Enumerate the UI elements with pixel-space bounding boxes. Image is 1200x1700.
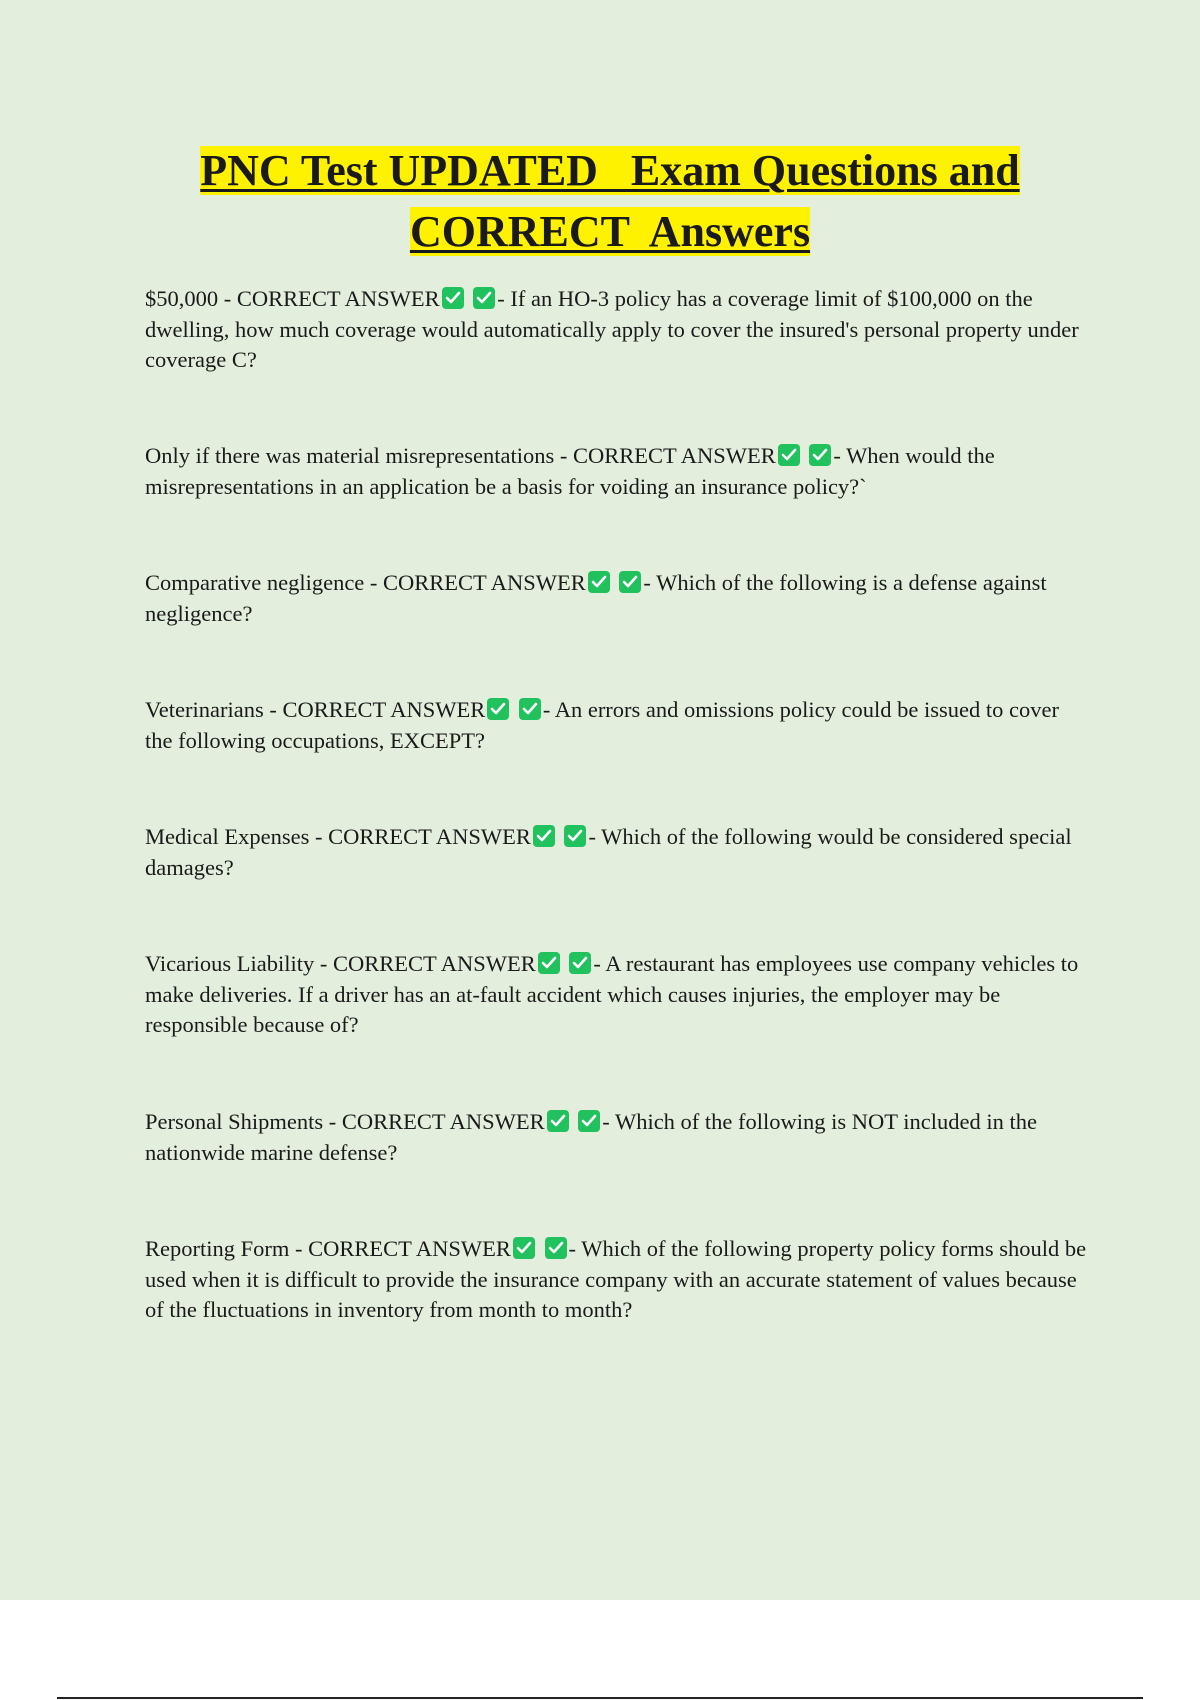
qa-item bbox=[145, 441, 1090, 502]
answer-text: Only if there was material misrepresentations - bbox=[145, 443, 573, 468]
correct-answer-label: CORRECT ANSWER bbox=[332, 951, 536, 976]
check-mark-icon bbox=[442, 287, 464, 309]
correct-answer-label: CORRECT ANSWER bbox=[341, 1109, 545, 1134]
answer-text: Comparative negligence - bbox=[145, 570, 384, 595]
check-mark-icon bbox=[513, 1237, 535, 1259]
title-line-2: CORRECT Answers bbox=[409, 207, 811, 256]
check-mark-icon bbox=[809, 444, 831, 466]
answer-text: Vicarious Liability - bbox=[145, 951, 333, 976]
check-mark-icon bbox=[545, 1237, 567, 1259]
question-text: - Which of the following is NOT included in the nationwide marine defense? bbox=[145, 1109, 1037, 1165]
check-mark-icon bbox=[564, 825, 586, 847]
qa-item bbox=[145, 284, 1090, 376]
check-mark-icon bbox=[533, 825, 555, 847]
question-text: - A restaurant has employees use company vehicles to make deliveries. If a driver has an at-fault accident which causes injuries, the employer may be responsible because of? bbox=[145, 951, 1079, 1037]
qa-item bbox=[145, 949, 1090, 1041]
answer-text: Personal Shipments - bbox=[145, 1109, 342, 1134]
check-mark-icon bbox=[569, 952, 591, 974]
question-text: - Which of the following property policy forms should be used when it is difficult to provide the insurance company with an accurate statement of values because of the fluctuations in inventory from month to month? bbox=[145, 1236, 1087, 1322]
question-text: - An errors and omissions policy could be issued to cover the following occupations, EXCEPT? bbox=[145, 697, 1059, 753]
document-title bbox=[140, 140, 1080, 262]
correct-answer-label: CORRECT ANSWER bbox=[572, 443, 776, 468]
title-line-1: PNC Test UPDATED Exam Questions and bbox=[200, 146, 1020, 195]
check-mark-icon bbox=[538, 952, 560, 974]
question-text: - When would the misrepresentations in an application be a basis for voiding an insurance policy?` bbox=[145, 443, 995, 499]
qa-item bbox=[145, 1234, 1090, 1326]
answer-text: $50,000 - bbox=[145, 286, 237, 311]
qa-item bbox=[145, 822, 1090, 883]
correct-answer-label: CORRECT ANSWER bbox=[383, 570, 586, 595]
answer-text: Medical Expenses - bbox=[145, 824, 329, 849]
check-mark-icon bbox=[778, 444, 800, 466]
check-mark-icon bbox=[588, 571, 610, 593]
question-text: - If an HO-3 policy has a coverage limit of $100,000 on the dwelling, how much coverage would automatically apply to cover the insured's personal property under coverage C? bbox=[145, 286, 1079, 372]
qa-item bbox=[145, 568, 1090, 629]
check-mark-icon bbox=[487, 698, 509, 720]
correct-answer-label: CORRECT ANSWER bbox=[282, 697, 486, 722]
question-text: - Which of the following is a defense against negligence? bbox=[145, 570, 1047, 626]
footer-rule bbox=[57, 1697, 1143, 1699]
answer-text: Reporting Form - bbox=[145, 1236, 309, 1261]
correct-answer-label: CORRECT ANSWER bbox=[308, 1236, 511, 1261]
question-text: - Which of the following would be considered special damages? bbox=[145, 824, 1072, 880]
qa-item bbox=[145, 1107, 1090, 1168]
answer-text: Veterinarians - bbox=[145, 697, 283, 722]
check-mark-icon bbox=[473, 287, 495, 309]
check-mark-icon bbox=[578, 1110, 600, 1132]
check-mark-icon bbox=[619, 571, 641, 593]
qa-item bbox=[145, 695, 1090, 756]
correct-answer-label: CORRECT ANSWER bbox=[236, 286, 440, 311]
check-mark-icon bbox=[519, 698, 541, 720]
correct-answer-label: CORRECT ANSWER bbox=[328, 824, 531, 849]
check-mark-icon bbox=[547, 1110, 569, 1132]
